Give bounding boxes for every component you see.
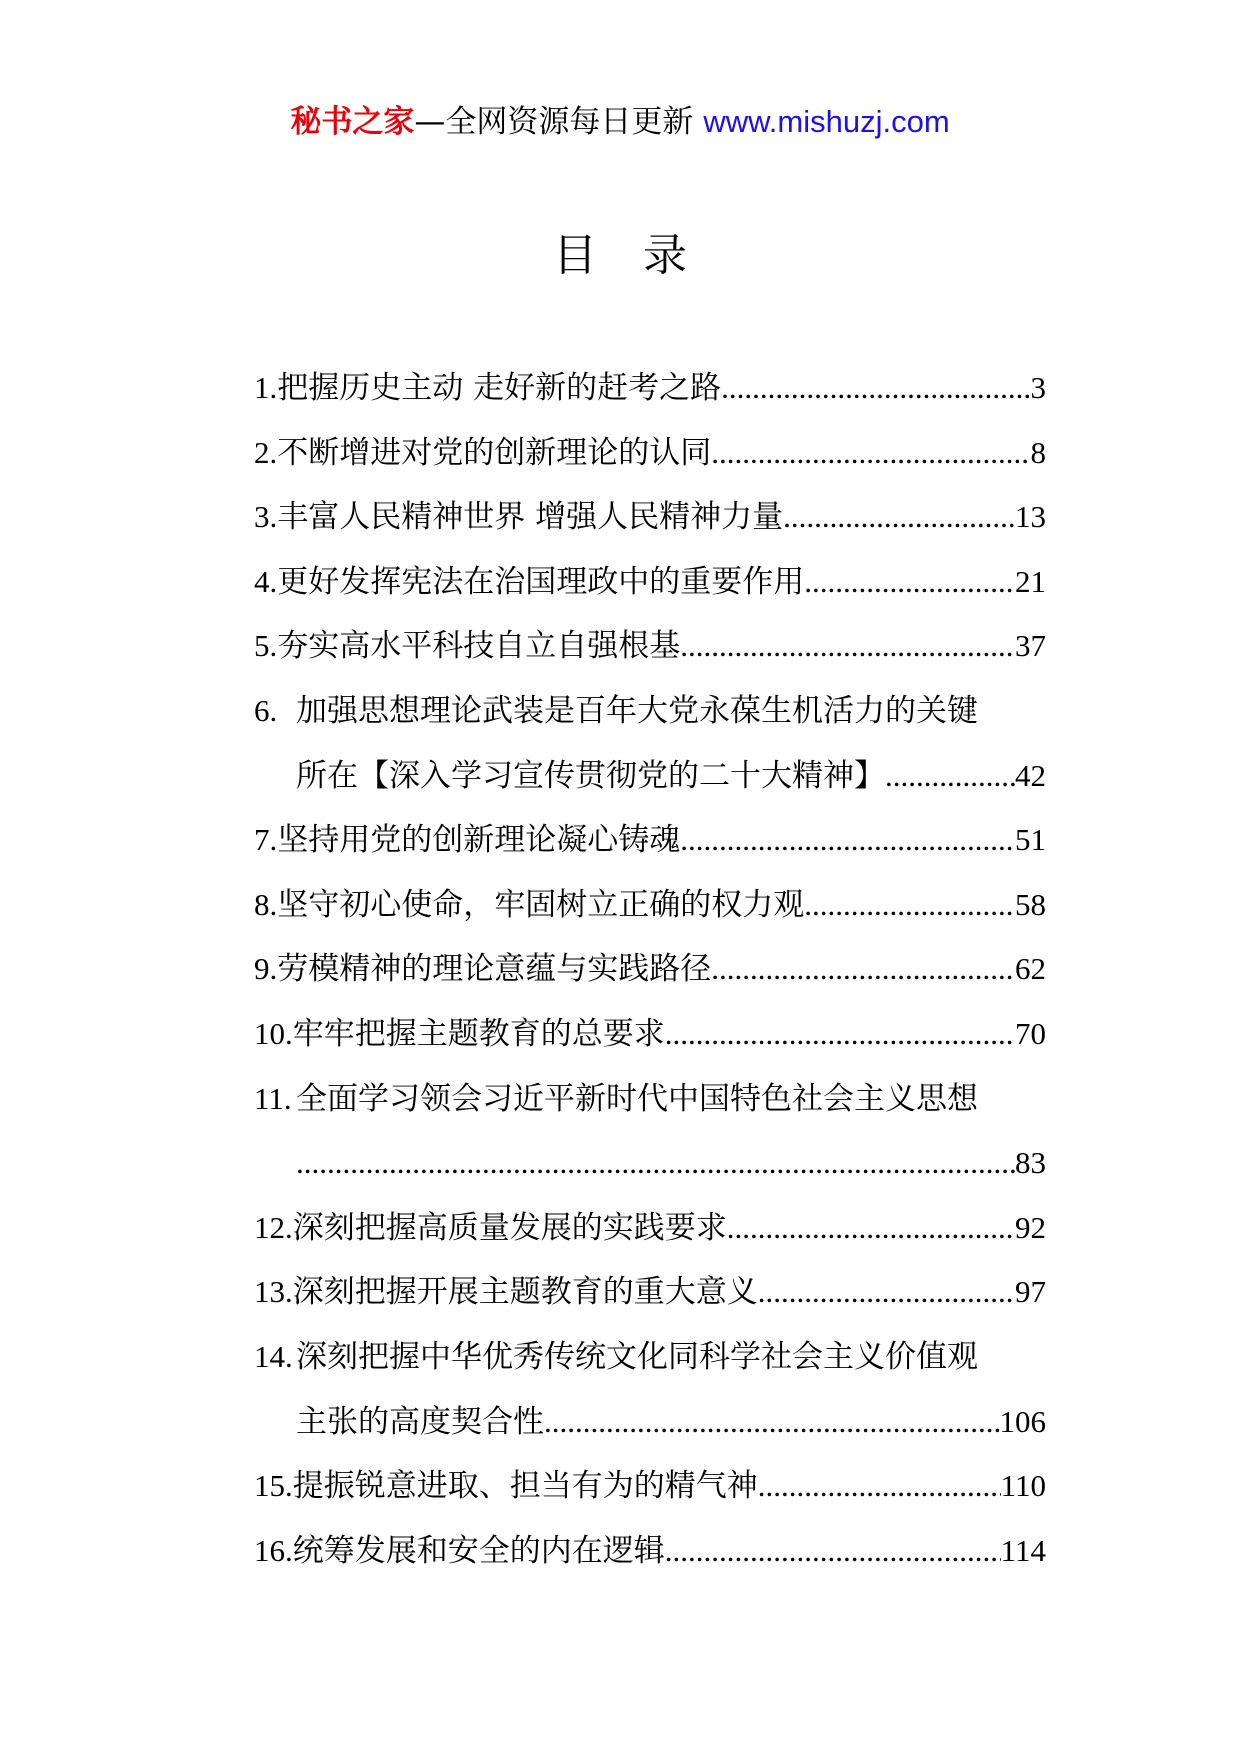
toc-entry-title-continued: 主张的高度契合性 [296,1403,544,1440]
toc-leader-dots [885,744,1015,809]
toc-leader-dots [804,873,1015,938]
toc-leader-dots [680,614,1015,679]
toc-page-number: 13 [1015,499,1046,535]
toc-line [254,679,1046,744]
toc-line [254,614,1046,679]
toc-entry[interactable] [254,485,1046,550]
toc-entry-title: 更好发挥宪法在治国理政中的重要作用 [277,563,805,600]
toc-leader-dots [758,1454,1001,1519]
toc-page-number: 8 [1030,434,1046,470]
toc-line [254,1131,1046,1196]
toc-entry-number: 10. [254,1015,293,1051]
toc-entry[interactable] [254,356,1046,421]
toc-entry-number: 2. [254,434,278,470]
toc-page-number: 62 [1015,951,1046,987]
toc-leader-dots [680,808,1015,873]
toc-entry-title: 深刻把握中华优秀传统文化同科学社会主义价值观 [296,1338,978,1375]
toc-entry[interactable] [254,550,1046,615]
toc-line [254,744,1046,809]
toc-entry-title: 加强思想理论武装是百年大党永葆生机活力的关键 [296,692,978,729]
toc-entry[interactable] [254,808,1046,873]
toc-page-number: 42 [1015,757,1046,793]
toc-entry-number: 13. [254,1274,293,1310]
toc-line [254,1067,1046,1132]
toc-entry-number: 9. [254,951,278,987]
toc-entry[interactable] [254,1002,1046,1067]
toc-entry-number: 11. [254,1080,292,1116]
table-of-contents [254,356,1046,1583]
toc-entry[interactable] [254,1519,1046,1584]
toc-entry-title: 牢牢把握主题教育的总要求 [292,1015,665,1052]
toc-entry-number: 3. [254,499,278,535]
toc-entry-number: 8. [254,886,278,922]
toc-line [254,1454,1046,1519]
toc-leader-dots [665,1519,1001,1584]
toc-line [254,1196,1046,1261]
toc-leader-dots [296,1131,1015,1196]
toc-line [254,356,1046,421]
toc-page-number: 97 [1015,1274,1046,1310]
toc-entry-number: 16. [254,1532,293,1568]
toc-line [254,550,1046,615]
toc-entry[interactable] [254,873,1046,938]
toc-page-number: 114 [1000,1532,1046,1568]
toc-entry-title: 坚守初心使命，牢固树立正确的权力观 [277,886,805,923]
toc-entry-title: 丰富人民精神世界 增强人民精神力量 [277,499,784,536]
toc-page-number: 37 [1015,628,1046,664]
toc-leader-dots [711,421,1030,486]
toc-entry-title: 统筹发展和安全的内在逻辑 [292,1532,665,1569]
toc-page-number: 51 [1015,822,1046,858]
toc-line [254,1390,1046,1455]
toc-leader-dots [727,1196,1015,1261]
toc-entry-number: 6. [254,692,278,728]
toc-page-number: 110 [1000,1468,1046,1504]
toc-entry-title: 劳模精神的理论意蕴与实践路径 [277,951,712,988]
toc-line [254,1260,1046,1325]
toc-entry-number: 15. [254,1468,293,1504]
site-url[interactable]: www.mishuzj.com [703,104,950,139]
header-tagline: —全网资源每日更新 [414,104,694,140]
toc-leader-dots [804,550,1015,615]
toc-page-number: 70 [1015,1015,1046,1051]
toc-line [254,873,1046,938]
toc-entry[interactable] [254,1196,1046,1261]
toc-entry-title: 坚持用党的创新理论凝心铸魂 [277,822,681,859]
toc-page-number: 106 [999,1403,1046,1439]
toc-entry-number: 5. [254,628,278,664]
toc-entry-title: 提振锐意进取、担当有为的精气神 [292,1468,758,1505]
toc-line [254,485,1046,550]
toc-entry[interactable] [254,679,1046,808]
toc-page-number: 21 [1015,563,1046,599]
toc-line [254,808,1046,873]
toc-leader-dots [544,1390,1000,1455]
toc-entry-title-continued: 所在【深入学习宣传贯彻党的二十大精神】 [296,757,885,794]
toc-entry[interactable] [254,1067,1046,1196]
toc-leader-dots [783,485,1015,550]
toc-entry-number: 4. [254,563,278,599]
toc-page-number: 58 [1015,886,1046,922]
toc-entry[interactable] [254,1325,1046,1454]
toc-page-number: 92 [1015,1209,1046,1245]
toc-entry[interactable] [254,421,1046,486]
toc-leader-dots [721,356,1030,421]
toc-leader-dots [665,1002,1015,1067]
site-header [0,100,1240,144]
brand-name: 秘书之家 [290,104,415,140]
toc-line [254,1325,1046,1390]
toc-line [254,937,1046,1002]
toc-entry-title: 夯实高水平科技自立自强根基 [277,628,681,665]
page-title: 目录 [553,230,733,281]
toc-entry[interactable] [254,1454,1046,1519]
toc-entry-number: 12. [254,1209,293,1245]
toc-entry-title: 把握历史主动 走好新的赶考之路 [277,370,722,406]
toc-line [254,1519,1046,1584]
toc-leader-dots [711,937,1015,1002]
toc-entry[interactable] [254,614,1046,679]
toc-entry-title: 不断增进对党的创新理论的认同 [277,434,712,471]
toc-entry-title: 深刻把握开展主题教育的重大意义 [292,1274,758,1311]
toc-entry-number: 1. [254,370,278,405]
toc-page-number: 83 [1015,1145,1046,1181]
toc-entry-title: 深刻把握高质量发展的实践要求 [292,1209,727,1246]
toc-line [254,1002,1046,1067]
toc-line [254,421,1046,486]
toc-entry-number: 14. [254,1338,293,1374]
toc-entry[interactable] [254,1260,1046,1325]
toc-leader-dots [758,1260,1015,1325]
toc-entry[interactable] [254,937,1046,1002]
toc-page-number: 3 [1030,370,1046,405]
toc-entry-number: 7. [254,822,278,858]
toc-entry-title: 全面学习领会习近平新时代中国特色社会主义思想 [296,1080,978,1117]
